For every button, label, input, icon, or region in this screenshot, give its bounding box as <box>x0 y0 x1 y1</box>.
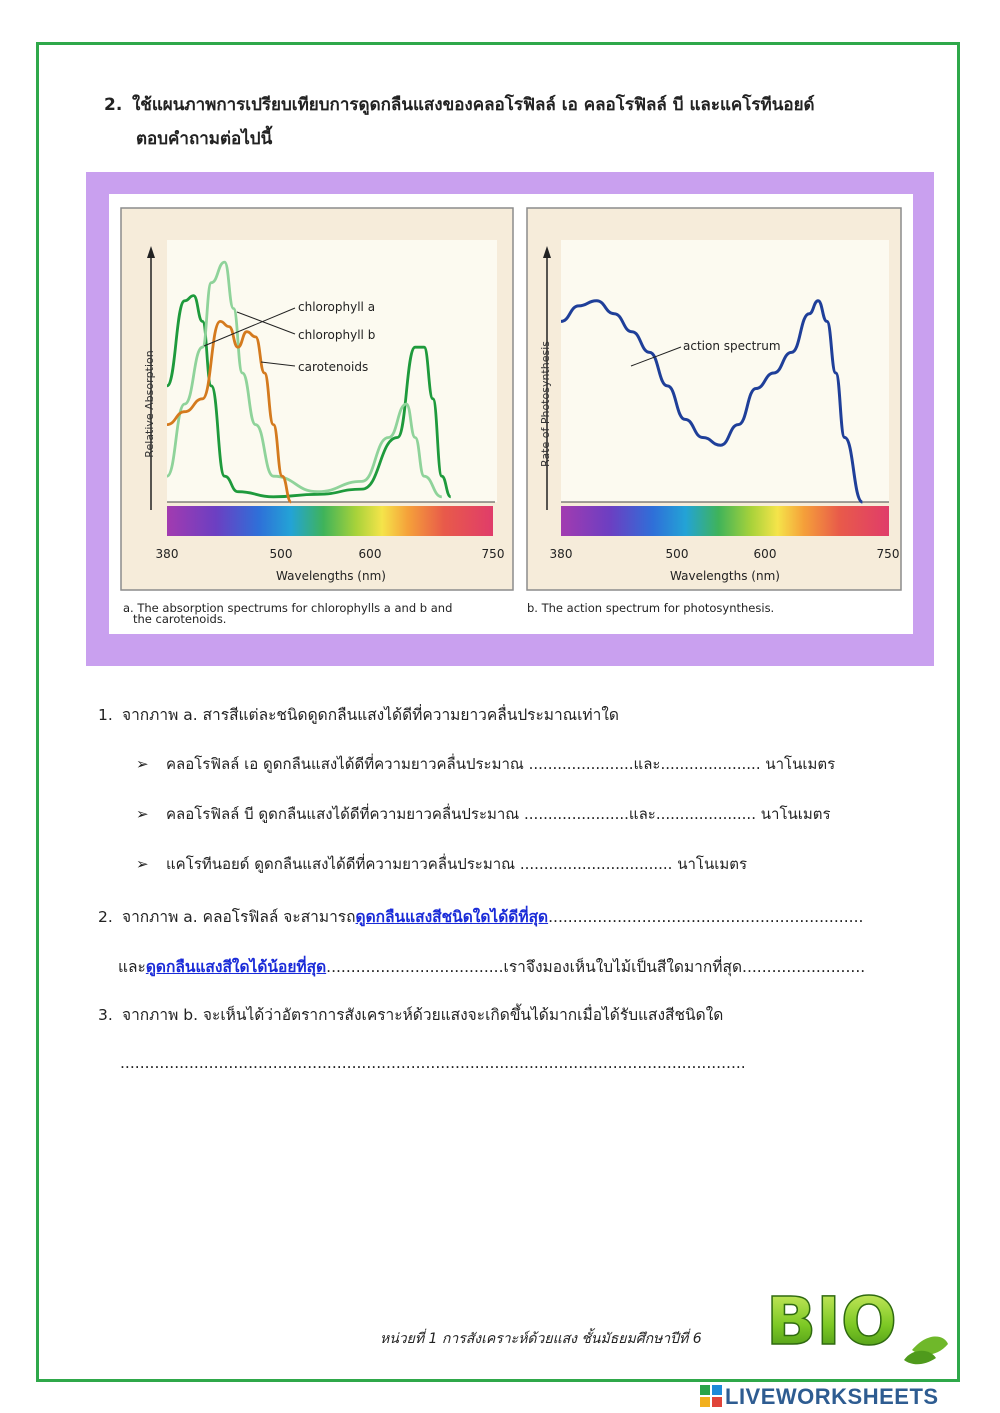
question-2-blank-1[interactable]: ................................................................ <box>548 908 864 926</box>
question-1-text: จากภาพ a. สารสีแต่ละชนิดดูดกลืนแสงได้ดีที่ความยาวคลื่นประมาณเท่าใด <box>122 706 619 724</box>
panel-b-plot-area <box>561 240 889 502</box>
footer-text: หน่วยที่ 1 การสังเคราะห์ด้วยแสง ชั้นมัธยมศึกษาปีที่ 6 <box>380 1331 702 1347</box>
question-2-link-least[interactable]: ดูดกลืนแสงสีใดได้น้อยที่สุด <box>145 958 327 976</box>
arrow-bullet-icon: ➢ <box>136 805 149 823</box>
legend-carotenoids: carotenoids <box>298 360 369 374</box>
panel-a-ylabel: Relative Absorption <box>143 350 156 458</box>
panel-a-tick-500: 500 <box>269 547 293 561</box>
question-2-and: และ <box>118 958 146 976</box>
arrow-bullet-icon: ➢ <box>136 855 149 873</box>
bullet-3-blank[interactable]: ................................ <box>519 855 673 873</box>
liveworksheets-logo-icon <box>700 1385 722 1407</box>
question-1 <box>98 702 619 727</box>
bullet-3-unit: นาโนเมตร <box>677 855 748 873</box>
panel-b-ylabel: Rate of Photosynthesis <box>539 341 552 467</box>
bullet-1-blank-2[interactable]: ..................... <box>660 755 761 773</box>
panel-a-xlabel: Wavelengths (nm) <box>276 569 386 583</box>
caption-a-line-2: the carotenoids. <box>133 612 227 626</box>
arrow-bullet-icon: ➢ <box>136 755 149 773</box>
question-2-prefix: จากภาพ a. คลอโรฟิลล์ จะสามารถ <box>122 908 356 926</box>
question-2-number: 2. <box>98 908 113 926</box>
bio-logo-text: BIO <box>766 1283 897 1360</box>
bullet-2-and: และ <box>628 805 656 823</box>
question-3 <box>98 1002 723 1027</box>
panel-b-tick-380: 380 <box>549 547 573 561</box>
bullet-chlorophyll-b <box>136 802 831 826</box>
question-2-line-1 <box>98 904 863 929</box>
bio-logo <box>762 1272 952 1372</box>
panel-b-tick-500: 500 <box>665 547 689 561</box>
bullet-2-blank-1[interactable]: ...................... <box>524 805 629 823</box>
caption-b: b. The action spectrum for photosynthesis. <box>527 601 775 615</box>
bullet-2-unit: นาโนเมตร <box>760 805 831 823</box>
legend-chlorophyll-a: chlorophyll a <box>298 300 376 314</box>
bullet-1-and: และ <box>633 755 661 773</box>
panel-b-xlabel: Wavelengths (nm) <box>670 569 780 583</box>
panel-b-tick-600: 600 <box>753 547 777 561</box>
panel-b <box>527 208 901 590</box>
liveworksheets-text: LIVEWORKSHEETS <box>725 1384 939 1409</box>
legend-chlorophyll-b: chlorophyll b <box>298 328 376 342</box>
bullet-1-text: คลอโรฟิลล์ เอ ดูดกลืนแสงได้ดีที่ความยาวคลื่นประมาณ <box>166 755 524 773</box>
panel-a-tick-600: 600 <box>358 547 382 561</box>
bullet-2-blank-2[interactable]: ..................... <box>655 805 756 823</box>
panel-b-spectrum-bar <box>561 506 889 536</box>
heading-line-2: ตอบคำถามต่อไปนี้ <box>136 129 273 149</box>
question-2-line-2 <box>118 954 865 979</box>
liveworksheets-brand[interactable] <box>700 1384 939 1410</box>
bullet-1-blank-1[interactable]: ...................... <box>528 755 634 773</box>
section-heading <box>104 88 904 156</box>
question-2-middle: เราจึงมองเห็นใบไม้เป็นสีใดมากที่สุด <box>503 958 743 976</box>
question-3-number: 3. <box>98 1006 113 1024</box>
heading-number: 2. <box>104 95 123 115</box>
heading-line-1: ใช้แผนภาพการเปรียบเทียบการดูดกลืนแสงของคลอโรฟิลล์ เอ คลอโรฟิลล์ บี และแคโรทีนอยด์ <box>132 95 815 115</box>
panel-b-tick-750: 750 <box>876 547 900 561</box>
panel-a-spectrum-bar <box>167 506 493 536</box>
bullet-3-text: แคโรทีนอยด์ ดูดกลืนแสงได้ดีที่ความยาวคลื่นประมาณ <box>166 855 516 873</box>
panel-a-tick-380: 380 <box>155 547 179 561</box>
bullet-chlorophyll-a <box>136 752 835 776</box>
panel-a-tick-750: 750 <box>481 547 505 561</box>
question-2-link-most[interactable]: ดูดกลืนแสงสีชนิดใดได้ดีที่สุด <box>355 908 549 926</box>
bullet-carotenoids <box>136 852 747 876</box>
question-2-blank-3[interactable]: ......................... <box>742 958 866 976</box>
question-3-text: จากภาพ b. จะเห็นได้ว่าอัตราการสังเคราะห์ด้วยแสงจะเกิดขึ้นได้มากเมื่อได้รับแสงสีชนิดใด <box>122 1006 724 1024</box>
bullet-2-text: คลอโรฟิลล์ บี ดูดกลืนแสงได้ดีที่ความยาวคลื่นประมาณ <box>166 805 520 823</box>
question-3-answer-line[interactable]: ............................................................................................................................... <box>120 1054 746 1072</box>
caption-a-line-1: a. The absorption spectrums for chlorophylls a and b and <box>123 601 453 615</box>
question-2-blank-2[interactable]: .................................... <box>326 958 504 976</box>
label-action-spectrum: action spectrum <box>683 339 781 353</box>
absorption-figure <box>109 194 913 634</box>
panel-a <box>121 208 513 590</box>
bullet-1-unit: นาโนเมตร <box>765 755 836 773</box>
question-1-number: 1. <box>98 706 113 724</box>
